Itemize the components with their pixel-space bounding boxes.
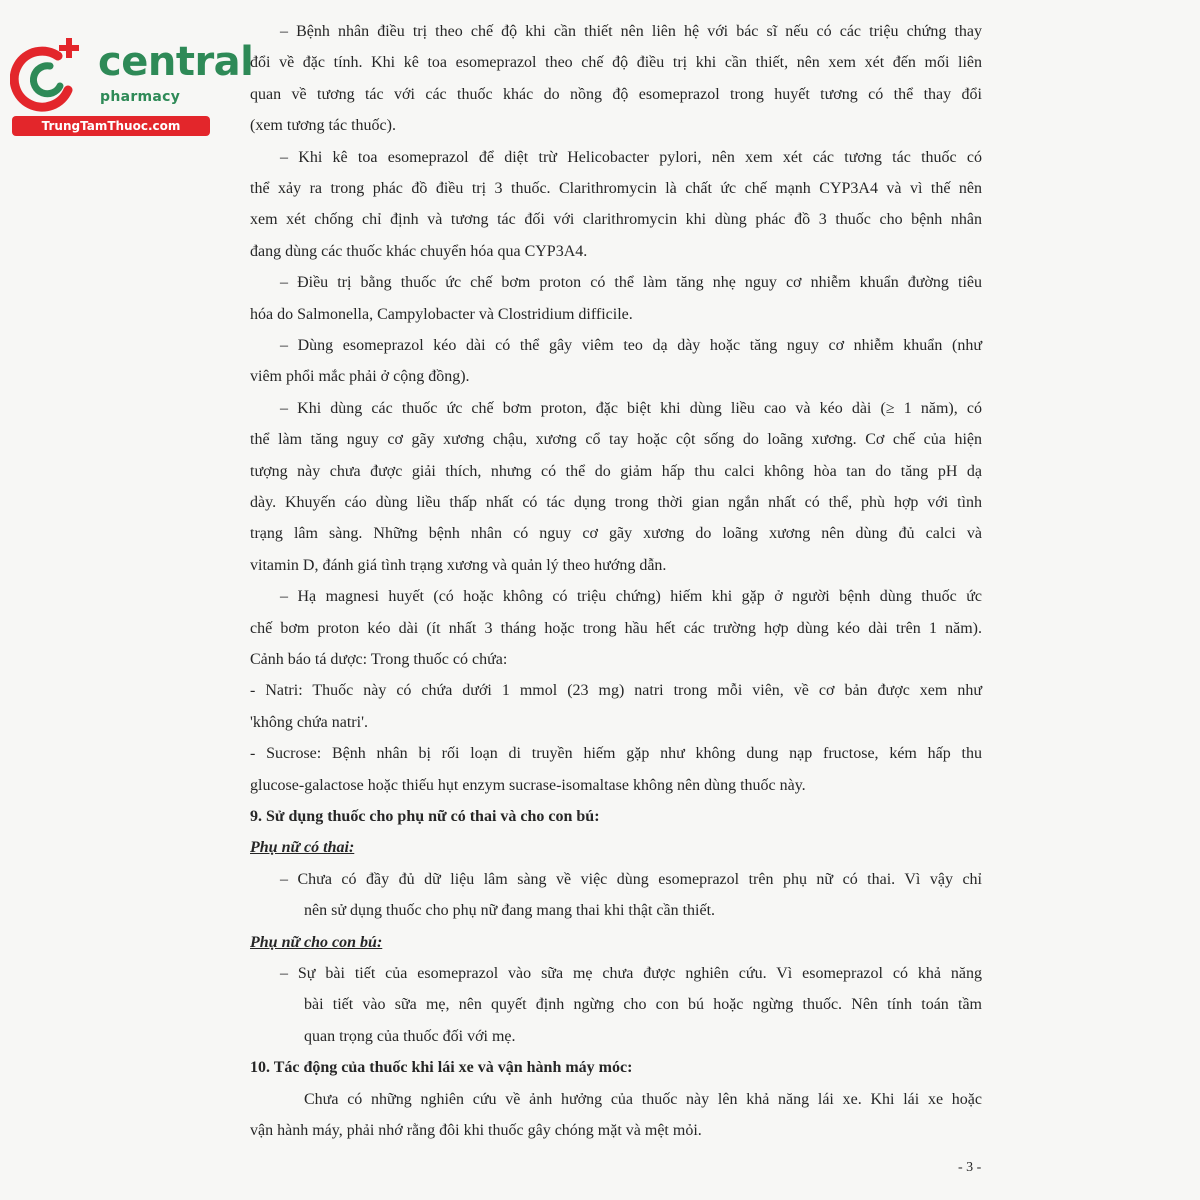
text-line: hóa do Salmonella, Campylobacter và Clostridium difficile. (250, 306, 633, 323)
text-line: (xem tương tác thuốc). (250, 117, 396, 134)
central-pharmacy-logo (10, 34, 254, 144)
logo-brand-sub: pharmacy (100, 89, 181, 105)
text-line: viêm phổi mắc phải ở cộng đồng). (250, 368, 470, 385)
text-line: – Bệnh nhân điều trị theo chế độ khi cần thiết nên liên hệ với bác sĩ nếu có các triệu chứng thay (280, 23, 982, 40)
section-heading: Phụ nữ cho con bú: (250, 934, 383, 951)
text-line: đổi về đặc tính. Khi kê toa esomeprazol theo chế độ điều trị khi cần thiết, nên xem xét đến mối liên (250, 54, 982, 71)
pharmacy-logo-icon (10, 36, 90, 118)
section-heading: Phụ nữ có thai: (250, 839, 355, 856)
text-line: thể xảy ra trong phác đồ điều trị 3 thuốc. Clarithromycin là chất ức chế mạnh CYP3A4 và vì thế nên (250, 180, 982, 197)
text-line: Cảnh báo tá dược: Trong thuốc có chứa: (250, 651, 508, 668)
text-line: thể làm tăng nguy cơ gãy xương chậu, xương cổ tay hoặc cột sống do loãng xương. Cơ chế của hiện (250, 431, 982, 448)
text-line: vitamin D, đánh giá tình trạng xương và quản lý theo hướng dẫn. (250, 557, 667, 574)
text-line: tượng này chưa được giải thích, nhưng có thể do giảm hấp thu calci không hòa tan do tăng pH dạ (250, 463, 982, 480)
logo-url-badge: TrungTamThuoc.com (12, 116, 210, 136)
text-line: glucose-galactose hoặc thiếu hụt enzym sucrase-isomaltase không nên dùng thuốc này. (250, 777, 806, 794)
text-line: – Hạ magnesi huyết (có hoặc không có triệu chứng) hiếm khi gặp ở người bệnh dùng thuốc ức (280, 588, 982, 605)
text-line: – Khi kê toa esomeprazol để diệt trừ Helicobacter pylori, nên xem xét các tương tác thuốc có (280, 149, 982, 166)
text-line: 'không chứa natri'. (250, 714, 368, 731)
text-line: xem xét chống chỉ định và tương tác đối với clarithromycin khi dùng phác đồ 3 thuốc cho bệnh nhân (250, 211, 982, 228)
text-line: nên sử dụng thuốc cho phụ nữ đang mang thai khi thật cần thiết. (304, 902, 716, 919)
section-heading: 10. Tác động của thuốc khi lái xe và vận hành máy móc: (250, 1059, 633, 1076)
text-line: - Natri: Thuốc này có chứa dưới 1 mmol (23 mg) natri trong mỗi viên, về cơ bản được xem như (250, 682, 982, 699)
logo-brand-name: central (98, 39, 254, 85)
text-line: chế bơm proton kéo dài (ít nhất 3 tháng hoặc trong hầu hết các trường hợp dùng kéo dài trên 1 năm). (250, 620, 982, 637)
text-line: đang dùng các thuốc khác chuyển hóa qua CYP3A4. (250, 243, 588, 260)
text-line: – Chưa có đầy đủ dữ liệu lâm sàng về việc dùng esomeprazol trên phụ nữ có thai. Vì vậy chỉ (280, 871, 982, 888)
section-heading: 9. Sử dụng thuốc cho phụ nữ có thai và cho con bú: (250, 808, 600, 825)
text-line: vận hành máy, phải nhớ rằng đôi khi thuốc gây chóng mặt và mệt mỏi. (250, 1122, 702, 1139)
text-line: bài tiết vào sữa mẹ, nên quyết định ngừng cho con bú hoặc ngừng thuốc. Nên tính toán tầm (304, 996, 982, 1013)
text-line: – Dùng esomeprazol kéo dài có thể gây viêm teo dạ dày hoặc tăng nguy cơ nhiễm khuẩn (như (280, 337, 982, 354)
text-line: quan về tương tác với các thuốc khác do nồng độ esomeprazol trong huyết tương có thể thay đổi (250, 86, 982, 103)
text-line: – Sự bài tiết của esomeprazol vào sữa mẹ chưa được nghiên cứu. Vì esomeprazol có khả năng (280, 965, 982, 982)
text-line: – Điều trị bằng thuốc ức chế bơm proton có thể làm tăng nhẹ nguy cơ nhiễm khuẩn đường tiêu (280, 274, 982, 291)
page-number: - 3 - (958, 1160, 982, 1175)
text-line: trạng lâm sàng. Những bệnh nhân có nguy cơ gãy xương do loãng xương nên dùng đủ calci và (250, 525, 982, 542)
text-line: quan trọng của thuốc đối với mẹ. (304, 1028, 516, 1045)
text-line: Chưa có những nghiên cứu về ảnh hưởng của thuốc này lên khả năng lái xe. Khi lái xe hoặc (304, 1091, 982, 1108)
text-line: - Sucrose: Bệnh nhân bị rối loạn di truyền hiếm gặp như không dung nạp fructose, kém hấp thu (250, 745, 982, 762)
text-line: – Khi dùng các thuốc ức chế bơm proton, đặc biệt khi dùng liều cao và kéo dài (≥ 1 năm), có (280, 400, 982, 417)
text-line: dày. Khuyến cáo dùng liều thấp nhất có tác dụng trong thời gian ngắn nhất có thể, phù hợp với tình (250, 494, 982, 511)
